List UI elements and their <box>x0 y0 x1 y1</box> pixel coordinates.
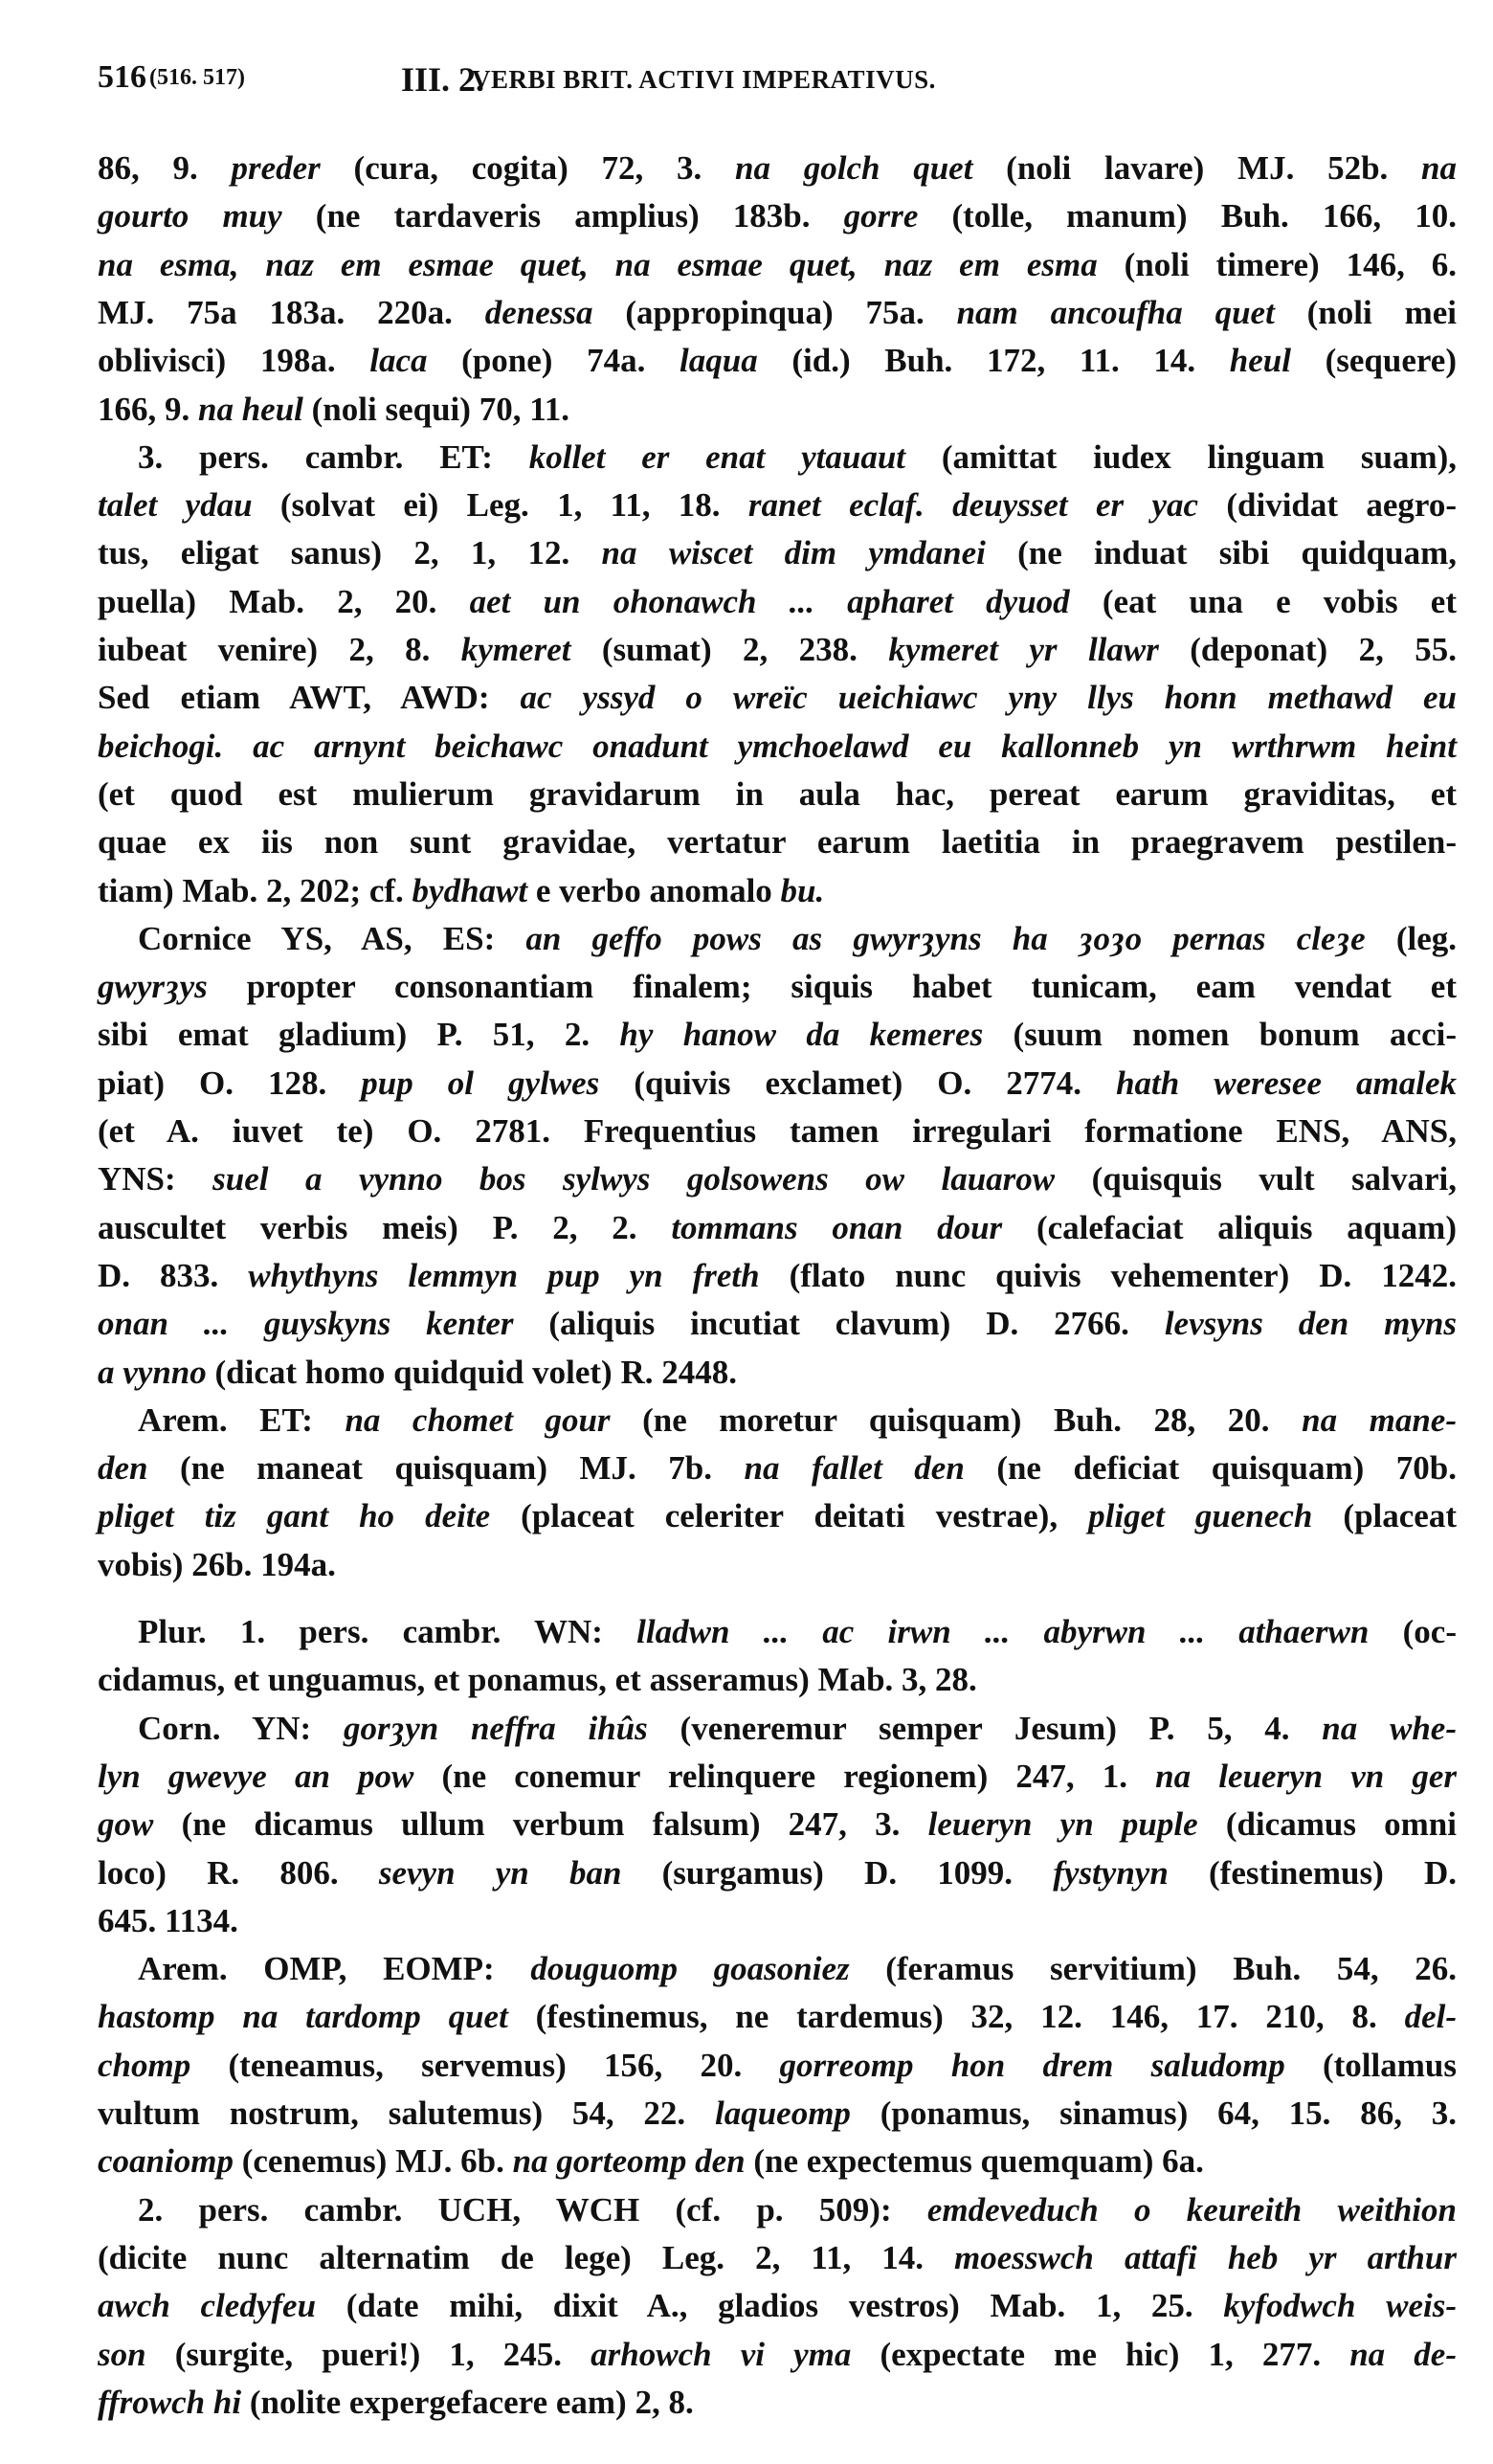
text-line <box>98 2090 1457 2138</box>
latin-text: vobis) 26b. 194a. <box>98 1545 336 1583</box>
latin-text: (feramus servitium) Buh. 54, 26. <box>849 1950 1458 1988</box>
vernacular-form: preder <box>231 149 321 187</box>
vernacular-form: na heul <box>198 390 303 428</box>
latin-text: (nolite expergefacere eam) 2, 8. <box>241 2383 694 2421</box>
text-line <box>98 818 1457 866</box>
vernacular-form: suel a vynno bos sylwys golsowens ow lauarow <box>212 1160 1056 1198</box>
vernacular-form: tommans onan dour <box>671 1208 1003 1246</box>
latin-text: 86, 9. <box>98 149 232 187</box>
latin-text: (festinemus) D. <box>1168 1853 1457 1892</box>
latin-text: (expectate me hic) 1, 277. <box>851 2335 1350 2373</box>
vernacular-form: douguomp goasoniez <box>530 1950 850 1988</box>
text-line <box>98 2138 1204 2185</box>
vernacular-form: pliget guenech <box>1088 1497 1313 1535</box>
latin-text: (cura, cogita) 72, 3. <box>320 149 736 187</box>
latin-text: tus, eligat sanus) 2, 1, 12. <box>98 534 602 572</box>
latin-text: (oc- <box>1369 1613 1457 1650</box>
text-line <box>138 1608 1457 1656</box>
latin-text: 3. pers. cambr. ET: <box>138 437 529 476</box>
text-line <box>98 1252 1457 1300</box>
text-line <box>98 2282 1457 2330</box>
latin-text: (cenemus) MJ. 6b. <box>233 2142 513 2181</box>
latin-text: MJ. 75a 183a. 220a. <box>98 293 485 331</box>
vernacular-form: gourto muy <box>98 197 282 235</box>
vernacular-form: na <box>1421 149 1458 187</box>
latin-text: vultum nostrum, salutemus) 54, 22. <box>98 2094 715 2132</box>
latin-text: (solvat ei) Leg. 1, 11, 18. <box>252 486 748 525</box>
vernacular-form: sevyn yn ban <box>378 1853 622 1892</box>
vernacular-form: kyfodwch weis- <box>1223 2287 1457 2325</box>
text-line <box>98 867 824 915</box>
latin-text: cidamus, et unguamus, et ponamus, et asseramus) Mab. 3, 28. <box>98 1661 977 1699</box>
vernacular-form: a vynno <box>98 1353 207 1391</box>
vernacular-form: bydhawt <box>412 871 528 909</box>
vernacular-form: pup ol gylwes <box>361 1064 600 1102</box>
vernacular-form: na de- <box>1349 2335 1457 2373</box>
page-number: 516 <box>98 59 146 95</box>
vernacular-form: lladwn ... ac irwn ... abyrwn ... athaerwn <box>636 1613 1370 1650</box>
text-line <box>98 578 1457 626</box>
vernacular-form: bu. <box>780 871 825 909</box>
latin-text: (suum nomen bonum acci- <box>983 1016 1457 1054</box>
text-line <box>98 1445 1457 1492</box>
text-line <box>98 1753 1457 1801</box>
latin-text: (dicamus omni <box>1197 1805 1457 1844</box>
latin-text: (festinemus, ne tardemus) 32, 12. 146, 17. 210, 8. <box>507 1998 1405 2036</box>
text-line <box>98 241 1457 289</box>
text-line <box>98 963 1457 1011</box>
vernacular-form: whythyns lemmyn pup yn freth <box>248 1256 760 1294</box>
vernacular-form: na fallet den <box>744 1449 965 1488</box>
text-line <box>98 529 1457 577</box>
latin-text: Corn. YN: <box>138 1709 344 1747</box>
latin-text: (ponamus, sinamus) 64, 15. 86, 3. <box>850 2094 1457 2132</box>
vernacular-form: kollet er enat ytauaut <box>528 437 906 476</box>
latin-text: (tolle, manum) Buh. 166, 10. <box>918 197 1458 235</box>
latin-text: Cornice YS, AS, ES: <box>138 919 526 957</box>
latin-text: 2. pers. cambr. UCH, WCH (cf. p. 509): <box>138 2190 927 2229</box>
text-line <box>98 1849 1457 1897</box>
section-number: III. 2. <box>401 60 485 99</box>
latin-text: (eat una e vobis et <box>1069 582 1457 620</box>
latin-text: Plur. 1. pers. cambr. WN: <box>138 1613 637 1650</box>
text-line <box>98 289 1457 337</box>
latin-text: quae ex iis non sunt gravidae, vertatur earum laetitia in praegravem pestilen- <box>98 823 1457 862</box>
latin-text: (ne conemur relinquere regionem) 247, 1. <box>413 1757 1156 1795</box>
vernacular-form: na gorteomp den <box>512 2142 746 2181</box>
latin-text: sibi emat gladium) P. 51, 2. <box>98 1016 620 1054</box>
vernacular-form: na mane- <box>1302 1400 1457 1439</box>
latin-text: (placeat <box>1312 1497 1457 1535</box>
vernacular-form: emdeveduch o keureith weithion <box>926 2190 1457 2229</box>
latin-text: (pone) 74a. <box>427 342 680 380</box>
text-line <box>98 145 1457 192</box>
latin-text: piat) O. 128. <box>98 1064 362 1102</box>
vernacular-form: hastomp na tardomp quet <box>98 1998 508 2036</box>
latin-text: puella) Mab. 2, 20. <box>98 582 470 620</box>
latin-text: Arem. OMP, EOMP: <box>138 1950 531 1988</box>
vernacular-form: ffrowch hi <box>98 2383 242 2421</box>
latin-text: loco) R. 806. <box>98 1853 379 1892</box>
text-line <box>98 626 1457 674</box>
text-line <box>98 1108 1457 1155</box>
vernacular-form: laca <box>369 342 428 380</box>
text-line <box>98 1300 1457 1348</box>
text-line <box>98 1897 238 1945</box>
latin-text: (veneremur semper Jesum) P. 5, 4. <box>647 1709 1323 1747</box>
latin-text: (id.) Buh. 172, 11. 14. <box>757 342 1230 380</box>
vernacular-form: laqua <box>680 342 758 380</box>
latin-text: (dicat homo quidquid volet) R. 2448. <box>206 1353 737 1391</box>
latin-text: YNS: <box>98 1160 213 1198</box>
vernacular-form: lyn gwevye an pow <box>98 1757 414 1795</box>
latin-text: (amittat iudex linguam suam), <box>905 437 1458 476</box>
text-line <box>138 1397 1457 1445</box>
latin-text: (et A. iuvet te) O. 2781. Frequentius tamen irregulari formatione ENS, ANS, <box>98 1112 1457 1150</box>
latin-text: (dicite nunc alternatim de lege) Leg. 2, 11, 14. <box>98 2238 955 2276</box>
latin-text: 166, 9. <box>98 390 198 428</box>
page-reference: (516. 517) <box>149 65 245 90</box>
text-line <box>138 434 1457 482</box>
vernacular-form: na wiscet dim ymdanei <box>601 534 986 572</box>
latin-text: Sed etiam AWT, AWD: <box>98 679 521 717</box>
vernacular-form: coaniomp <box>98 2142 234 2181</box>
vernacular-form: gorre <box>843 197 919 235</box>
vernacular-form: talet ydau <box>98 486 253 525</box>
text-line <box>98 771 1457 818</box>
text-line <box>138 1705 1457 1753</box>
text-line <box>138 1945 1457 1993</box>
latin-text: (surgamus) D. 1099. <box>621 1853 1054 1892</box>
vernacular-form: beichogi. ac arnynt beichawc onadunt ymchoelawd eu kallonneb yn wrthrwm heint <box>98 727 1457 765</box>
latin-text: tiam) Mab. 2, 202; cf. <box>98 871 412 909</box>
vernacular-form: del- <box>1404 1998 1457 2036</box>
latin-text: iubeat venire) 2, 8. <box>98 631 461 668</box>
latin-text: (ne maneat quisquam) MJ. 7b. <box>147 1449 745 1488</box>
latin-text: (tollamus <box>1284 2046 1457 2084</box>
text-line <box>138 2186 1457 2234</box>
vernacular-form: gorȝyn neffra ihûs <box>343 1709 648 1747</box>
latin-text: (quivis exclamet) O. 2774. <box>599 1064 1117 1102</box>
latin-text: (deponat) 2, 55. <box>1158 631 1457 668</box>
vernacular-form: denessa <box>484 293 593 331</box>
vernacular-form: kymeret yr llawr <box>888 631 1159 668</box>
latin-text: (noli sequi) 70, 11. <box>302 390 570 428</box>
vernacular-form: ac yssyd o wreïc ueichiawc yny llys honn methawd eu <box>520 679 1457 717</box>
latin-text: propter consonantiam finalem; siquis habet tunicam, eam vendat et <box>207 968 1457 1006</box>
vernacular-form: gwyrȝys <box>98 968 208 1006</box>
vernacular-form: na leueryn vn ger <box>1155 1757 1457 1795</box>
vernacular-form: leueryn yn puple <box>927 1805 1198 1844</box>
vernacular-form: na chomet gour <box>345 1400 611 1439</box>
text-line <box>98 1155 1457 1203</box>
latin-text: (ne induat sibi quidquam, <box>985 534 1457 572</box>
vernacular-form: na golch quet <box>735 149 973 187</box>
vernacular-form: hath weresee amalek <box>1116 1064 1457 1102</box>
latin-text: (calefaciat aliquis aquam) <box>1002 1208 1457 1246</box>
text-line <box>98 723 1457 771</box>
text-line <box>98 192 1457 240</box>
latin-text: oblivisci) 198a. <box>98 342 370 380</box>
text-line <box>98 1011 1457 1059</box>
latin-text: (noli lavare) MJ. 52b. <box>972 149 1422 187</box>
vernacular-form: levsyns den myns <box>1164 1305 1457 1343</box>
latin-text: Arem. ET: <box>138 1400 345 1439</box>
vernacular-form: na whe- <box>1322 1709 1457 1747</box>
latin-text: (surgite, pueri!) 1, 245. <box>145 2335 591 2373</box>
vernacular-form: son <box>98 2335 146 2373</box>
vernacular-form: aet un ohonawch ... apharet dyuod <box>469 582 1070 620</box>
vernacular-form: awch cledyfeu <box>98 2287 317 2325</box>
text-line <box>98 1492 1457 1540</box>
vernacular-form: na esma, naz em esmae quet, na esmae quet, naz em esma <box>98 245 1098 283</box>
latin-text: (ne tardaveris amplius) 183b. <box>281 197 844 235</box>
vernacular-form: gorreomp hon drem saludomp <box>779 2046 1285 2084</box>
latin-text: (placeat celeriter deitati vestrae), <box>490 1497 1089 1535</box>
text-line <box>98 482 1457 529</box>
latin-text: e verbo anomalo <box>527 871 781 909</box>
latin-text: (noli timere) 146, 6. <box>1097 245 1457 283</box>
latin-text: 645. 1134. <box>98 1901 238 1939</box>
text-line <box>98 1541 336 1589</box>
text-line <box>98 2379 694 2427</box>
text-line <box>98 386 569 434</box>
latin-text: (ne moretur quisquam) Buh. 28, 20. <box>610 1400 1303 1439</box>
latin-text: (leg. <box>1365 919 1457 957</box>
latin-text: (date mihi, dixit A., gladios vestros) Mab. 1, 25. <box>316 2287 1224 2325</box>
vernacular-form: kymeret <box>460 631 571 668</box>
text-line <box>98 2331 1457 2379</box>
text-line <box>98 2042 1457 2090</box>
text-line <box>98 1993 1457 2041</box>
vernacular-form: moesswch attafi heb yr arthur <box>954 2238 1457 2276</box>
text-line <box>98 1204 1457 1252</box>
vernacular-form: an geffo pows as gwyrȝyns ha ȝoȝo pernas cleȝe <box>525 919 1366 957</box>
vernacular-form: fystynyn <box>1053 1853 1169 1892</box>
vernacular-form: ranet eclaf. deuysset er yac <box>747 486 1199 525</box>
latin-text: (et quod est mulierum gravidarum in aula hac, pereat earum graviditas, et <box>98 774 1457 813</box>
vernacular-form: gow <box>98 1805 154 1844</box>
latin-text: (flato nunc quivis vehementer) D. 1242. <box>759 1256 1458 1294</box>
latin-text: (sumat) 2, 238. <box>570 631 889 668</box>
text-line <box>138 915 1457 963</box>
latin-text: (ne deficiat quisquam) 70b. <box>964 1449 1457 1488</box>
latin-text: (appropinqua) 75a. <box>592 293 957 331</box>
latin-text: (quisquis vult salvari, <box>1055 1160 1457 1198</box>
vernacular-form: arhowch vi yma <box>591 2335 852 2373</box>
latin-text: (teneamus, servemus) 156, 20. <box>190 2046 780 2084</box>
vernacular-form: chomp <box>98 2046 191 2084</box>
vernacular-form: laqueomp <box>714 2094 851 2132</box>
text-line <box>98 1801 1457 1848</box>
latin-text: (noli mei <box>1274 293 1457 331</box>
latin-text: D. 833. <box>98 1256 249 1294</box>
vernacular-form: onan ... guyskyns kenter <box>98 1305 514 1343</box>
latin-text: (ne dicamus ullum verbum falsum) 247, 3. <box>153 1805 928 1844</box>
vernacular-form: heul <box>1229 342 1291 380</box>
latin-text: auscultet verbis meis) P. 2, 2. <box>98 1208 672 1246</box>
text-line <box>98 2234 1457 2282</box>
text-line <box>98 1656 977 1704</box>
vernacular-form: den <box>98 1449 148 1488</box>
vernacular-form: hy hanow da kemeres <box>619 1016 984 1054</box>
text-line <box>98 337 1457 385</box>
text-line <box>98 1060 1457 1108</box>
running-title: VERBI BRIT. ACTIVI IMPERATIVUS. <box>472 65 936 94</box>
latin-text: (dividat aegro- <box>1198 486 1457 525</box>
latin-text: (aliquis incutiat clavum) D. 2766. <box>513 1305 1165 1343</box>
vernacular-form: pliget tiz gant ho deite <box>98 1497 491 1535</box>
latin-text: (ne expectemus quemquam) 6a. <box>745 2142 1204 2181</box>
text-line <box>98 674 1457 722</box>
text-line <box>98 1349 737 1397</box>
vernacular-form: nam ancoufha quet <box>956 293 1275 331</box>
latin-text: (sequere) <box>1290 342 1457 380</box>
